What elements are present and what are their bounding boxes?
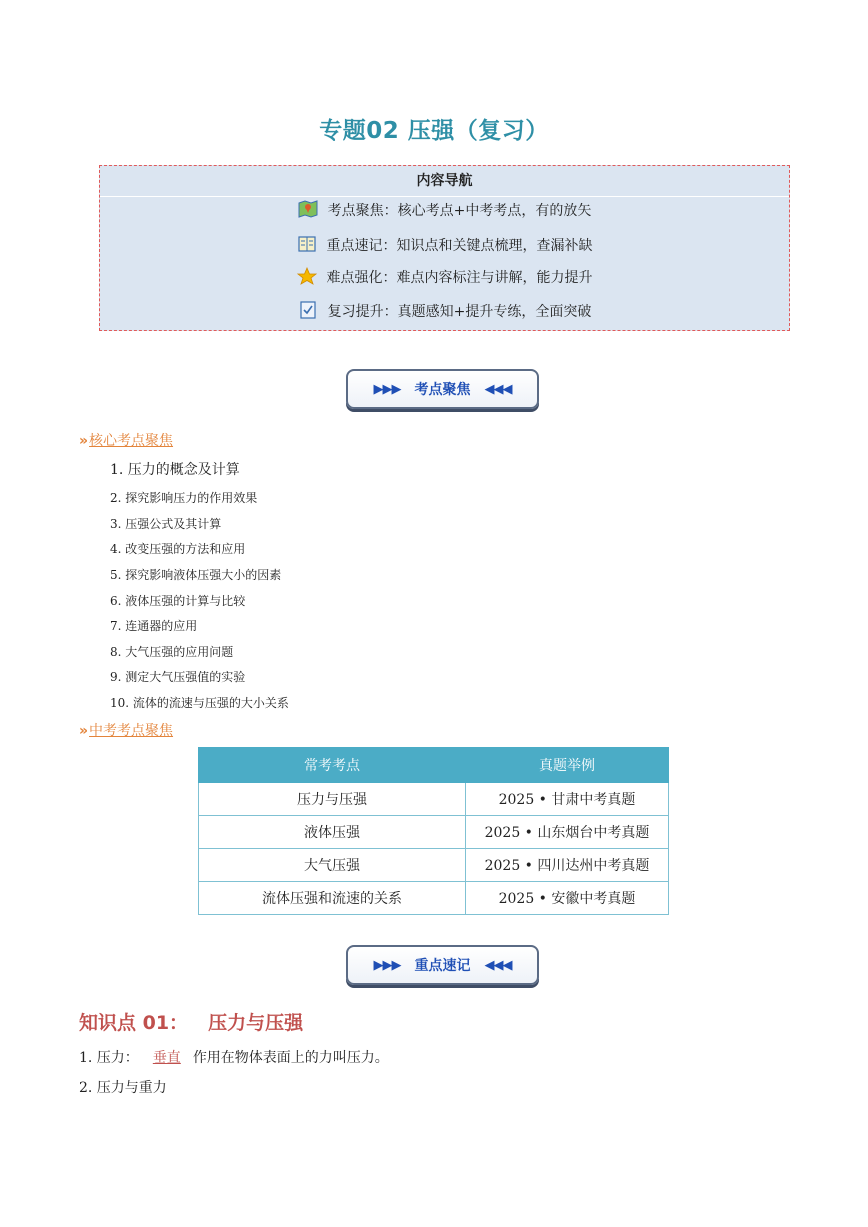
right-arrows-icon: ▶▶▶: [373, 957, 401, 973]
list-item: 2. 探究影响压力的作用效果: [110, 491, 258, 505]
exam-topics-table: [198, 747, 669, 915]
exam-section-heading: »中考考点聚焦: [79, 723, 174, 739]
table-row: [199, 849, 669, 882]
double-chevron-icon: »: [79, 723, 89, 739]
table-row: [199, 882, 669, 915]
left-arrows-icon: ◀◀◀: [484, 957, 512, 973]
list-item: 5. 探究影响液体压强大小的因素: [110, 568, 282, 582]
left-arrows-icon: ◀◀◀: [484, 381, 512, 397]
table-row: [199, 783, 669, 816]
star-icon: [297, 267, 317, 285]
book-icon: [297, 235, 317, 253]
column-header: 常考考点: [199, 748, 466, 783]
table-cell: 2025 • 四川达州中考真题: [466, 849, 669, 882]
list-item: 4. 改变压强的方法和应用: [110, 542, 246, 556]
table-row: [199, 816, 669, 849]
content-navigation-box: [99, 165, 790, 331]
paragraph-pressure-definition: 1. 压力： 垂直 作用在物体表面上的力叫压力。: [79, 1050, 389, 1066]
checklist-icon: [298, 301, 318, 319]
nav-heading: 内容导航: [100, 166, 789, 197]
double-chevron-icon: »: [79, 433, 89, 449]
nav-item-text: 难点强化：难点内容标注与讲解，能力提升: [326, 270, 593, 286]
right-arrows-icon: ▶▶▶: [373, 381, 401, 397]
page-title: 专题02 压强（复习）: [319, 118, 549, 144]
knowledge-point-heading: 知识点 01： 压力与压强: [79, 1012, 304, 1034]
table-cell: 大气压强: [199, 849, 466, 882]
nav-item-text: 复习提升：真题感知+提升专练，全面突破: [327, 304, 592, 320]
nav-item-difficulty: [100, 267, 789, 289]
section-banner-focus: ▶▶▶ 考点聚焦 ◀◀◀: [346, 369, 539, 409]
list-item: 1. 压力的概念及计算: [110, 462, 240, 478]
section-banner-memo: ▶▶▶ 重点速记 ◀◀◀: [346, 945, 539, 985]
nav-item-focus: [100, 200, 789, 222]
list-item: 10. 流体的流速与压强的大小关系: [110, 696, 289, 710]
map-icon: [298, 200, 318, 218]
table-cell: 2025 • 安徽中考真题: [466, 882, 669, 915]
nav-item-text: 重点速记：知识点和关键点梳理，查漏补缺: [326, 238, 593, 254]
paragraph-pressure-gravity: 2. 压力与重力: [79, 1080, 167, 1096]
list-item: 3. 压强公式及其计算: [110, 517, 222, 531]
list-item: 8. 大气压强的应用问题: [110, 645, 234, 659]
table-cell: 流体压强和流速的关系: [199, 882, 466, 915]
list-item: 7. 连通器的应用: [110, 619, 198, 633]
list-item: 6. 液体压强的计算与比较: [110, 594, 246, 608]
column-header: 真题举例: [466, 748, 669, 783]
list-item: 9. 测定大气压强值的实验: [110, 670, 246, 684]
table-cell: 2025 • 山东烟台中考真题: [466, 816, 669, 849]
table-header-row: [199, 748, 669, 783]
core-section-heading: »核心考点聚焦: [79, 433, 174, 449]
nav-item-memo: [100, 235, 789, 257]
nav-item-text: 考点聚焦：核心考点+中考考点，有的放矢: [327, 203, 592, 219]
table-cell: 2025 • 甘肃中考真题: [466, 783, 669, 816]
fill-in-blank: 垂直: [152, 1050, 181, 1066]
table-cell: 压力与压强: [199, 783, 466, 816]
nav-item-review: [100, 301, 789, 323]
table-cell: 液体压强: [199, 816, 466, 849]
